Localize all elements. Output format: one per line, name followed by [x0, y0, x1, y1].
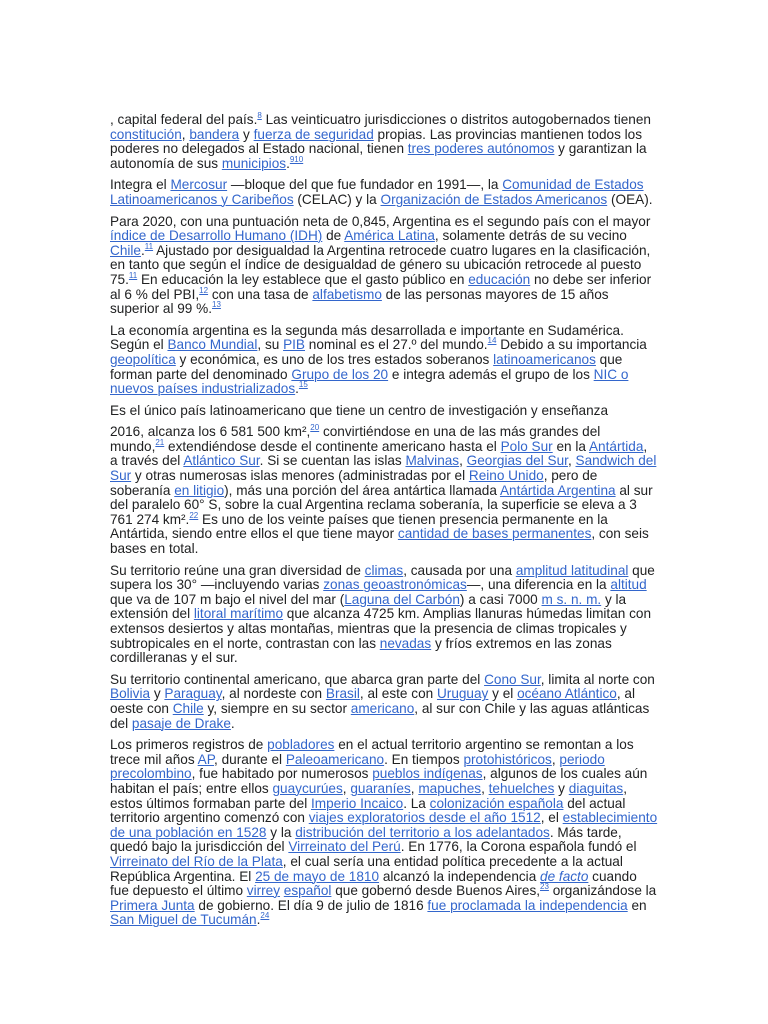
wiki-link[interactable]: zonas geoastronómicas	[323, 577, 467, 593]
wiki-link[interactable]: Comunidad de Estados Latinoamericanos y Caribeños	[110, 177, 644, 207]
citation-link[interactable]: 910	[289, 154, 304, 164]
citation-link[interactable]: 13	[212, 300, 221, 310]
paragraph-text: . En 1776, la Corona española fundó el	[400, 839, 637, 855]
wiki-link[interactable]: Antártida	[588, 438, 644, 454]
paragraph-text: Su territorio continental americano, que abarca gran parte del	[110, 671, 485, 687]
paragraph-text: ) a casi 7000	[459, 591, 542, 607]
wiki-link[interactable]: colonización española	[429, 795, 564, 811]
wiki-link[interactable]: pasaje de Drake	[131, 715, 231, 731]
wiki-link[interactable]: Sandwich del Sur	[110, 453, 657, 484]
wiki-link[interactable]: Cono Sur	[484, 671, 541, 687]
paragraph-text: que gobernó desde Buenos Aires,	[331, 883, 541, 899]
wiki-link[interactable]: Imperio Incaico	[311, 795, 404, 811]
paragraph-text: y la	[266, 824, 296, 840]
paragraph-text: y, siempre en su sector	[203, 700, 351, 716]
paragraph-text: , durante el	[214, 751, 286, 767]
paragraph-text: de	[322, 228, 345, 244]
citation-link[interactable]: 11	[144, 241, 154, 251]
paragraph-text: Debido a su importancia	[496, 337, 647, 353]
wiki-link[interactable]: altitud	[610, 577, 647, 593]
citation-link[interactable]: 15	[298, 380, 308, 390]
paragraph	[110, 425, 658, 556]
paragraph-text: ,	[410, 780, 419, 796]
reference-marker	[212, 300, 221, 309]
wiki-link[interactable]: virrey	[246, 883, 281, 899]
wiki-link[interactable]: geopolítica	[110, 351, 176, 367]
wiki-link[interactable]: fuerza de seguridad	[253, 126, 374, 142]
paragraph-text: , al nordeste con	[221, 686, 326, 702]
paragraph-text: y	[239, 126, 254, 142]
paragraph-text: Su territorio reúne una gran diversidad de	[110, 562, 365, 578]
wiki-link[interactable]: Chile	[172, 700, 204, 716]
paragraph-text: y otras numerosas islas menores (administradas por el	[131, 468, 469, 484]
citation-link[interactable]: 24	[260, 911, 270, 921]
wiki-link[interactable]: tehuelches	[488, 780, 555, 796]
wiki-link[interactable]: Chile	[110, 242, 141, 258]
paragraph-text: en	[627, 897, 647, 913]
paragraph	[110, 673, 658, 731]
paragraph-text: —bloque del que fue fundador en 1991—, la	[227, 177, 503, 193]
paragraph	[110, 324, 658, 397]
paragraph-text: ,	[567, 453, 576, 469]
wiki-link[interactable]: PIB	[283, 337, 305, 353]
paragraph-text: ,	[551, 751, 560, 767]
wiki-link[interactable]: establecimiento de una población en 1528	[110, 810, 658, 840]
wiki-link[interactable]: español	[283, 883, 332, 899]
paragraph-text: , pero de soberanía	[110, 468, 598, 498]
citation-link[interactable]: 14	[487, 336, 497, 346]
paragraph-text: (OEA).	[607, 191, 653, 207]
citation-link[interactable]: 23	[540, 882, 549, 892]
wiki-link[interactable]: Uruguay	[436, 686, 489, 702]
paragraph-text: , estos últimos formaban parte del	[110, 780, 627, 811]
wiki-link[interactable]: San Miguel de Tucumán	[110, 912, 257, 928]
wiki-link[interactable]: Malvinas	[405, 453, 460, 469]
paragraph-text: al sur del paralelo 60° S, sobre la cual Argentina reclama soberanía, la superficie se eleva a 3 761 274 km².	[110, 482, 653, 527]
paragraph-text: , limita al norte con	[540, 671, 655, 687]
wiki-link[interactable]: latinoamericanos	[493, 351, 596, 367]
paragraph	[110, 113, 658, 171]
reference-marker	[189, 511, 198, 520]
paragraph-text: , al oeste con	[110, 686, 635, 716]
paragraph	[110, 564, 658, 666]
wiki-link[interactable]: guaraníes	[350, 780, 411, 796]
paragraph-text: . Más tarde, quedó bajo la jurisdicción del	[110, 824, 622, 855]
wiki-link[interactable]: tres poderes autónomos	[407, 141, 555, 157]
paragraph-text: ,	[342, 780, 351, 796]
paragraph-text: , con seis bases en total.	[110, 526, 649, 557]
wiki-link[interactable]: fue proclamada la independencia	[427, 897, 628, 913]
citation-link[interactable]: 22	[189, 510, 199, 520]
reference-marker	[290, 155, 303, 164]
paragraph-text: alcanzó la independencia	[379, 868, 541, 884]
wiki-link[interactable]: distribución del territorio a los adelantados	[295, 824, 550, 840]
paragraph-text: y fríos extremos en las zonas cordilleranas y el sur.	[110, 635, 612, 666]
paragraph-text: ,	[459, 453, 467, 469]
wiki-link[interactable]: constitución	[110, 126, 182, 142]
paragraph-text: extendiéndose desde el continente americano hasta el	[164, 438, 501, 454]
paragraph-text: .	[140, 242, 145, 258]
wiki-link[interactable]: mapuches	[418, 780, 482, 796]
paragraph-text: .	[256, 912, 261, 928]
paragraph-text: —, una diferencia en la	[466, 577, 611, 593]
wiki-link[interactable]: Grupo de los 20	[291, 366, 389, 382]
paragraph	[110, 178, 658, 207]
wiki-link[interactable]: alfabetismo	[312, 286, 382, 302]
paragraph-text: .	[295, 381, 299, 397]
wiki-link[interactable]: litoral marítimo	[193, 606, 284, 622]
reference-marker	[155, 438, 164, 447]
paragraph-text: , el	[540, 810, 563, 826]
citation-link[interactable]: 20	[310, 423, 320, 433]
paragraph-text: de gobierno. El día 9 de julio de 1816	[194, 897, 428, 913]
paragraph-text: convirtiéndose en una de las más grandes del mundo,	[110, 424, 601, 454]
wiki-link[interactable]: Virreinato del Río de la Plata	[110, 853, 283, 869]
paragraph-text: En educación la ley establece que el gasto público en	[137, 271, 469, 287]
paragraph-text: y	[554, 780, 569, 796]
wiki-link[interactable]: periodo precolombino	[110, 751, 605, 782]
wiki-link[interactable]: Laguna del Carbón	[344, 591, 460, 607]
paragraph-text: cuando fue depuesto el último	[110, 868, 637, 899]
wiki-link[interactable]: pueblos indígenas	[372, 766, 483, 782]
wiki-link[interactable]: AP	[197, 751, 215, 767]
paragraph-text: con una tasa de	[208, 286, 313, 302]
paragraph-text: , solamente detrás de su vecino	[434, 228, 627, 244]
paragraph-text: . En tiempos	[384, 751, 464, 767]
wiki-link[interactable]: Mercosur	[170, 177, 228, 193]
paragraph-text: organizándose la	[548, 883, 657, 899]
wiki-link[interactable]: diaguitas	[568, 780, 624, 796]
paragraph-text: propias. Las provincias mantienen todos los poderes no delegados al Estado nacional, tienen	[110, 126, 643, 157]
paragraph-text: nominal es el 27.º del mundo.	[305, 337, 488, 353]
wiki-link[interactable]: americano	[350, 700, 415, 716]
paragraph	[110, 738, 658, 928]
wiki-link[interactable]: 25 de mayo de 1810	[255, 868, 380, 884]
paragraph	[110, 404, 658, 419]
article-body	[110, 113, 658, 935]
paragraph-text: , capital federal del país.	[110, 112, 258, 127]
citation-link[interactable]: 21	[155, 437, 165, 447]
paragraph-text: y la extensión del	[110, 591, 627, 622]
wiki-link[interactable]: América Latina	[344, 228, 435, 244]
paragraph-text: Para 2020, con una puntuación neta de 0,845, Argentina es el segundo país con el mayor	[110, 213, 651, 229]
paragraph	[110, 215, 658, 317]
paragraph-text: . La	[403, 795, 430, 811]
paragraph-text: (CELAC) y la	[293, 191, 381, 207]
wiki-link[interactable]: bandera	[189, 126, 240, 142]
citation-link[interactable]: 8	[257, 111, 262, 120]
wiki-link[interactable]: m s. n. m.	[541, 591, 602, 607]
wiki-link[interactable]: Virreinato del Perú	[288, 839, 401, 855]
paragraph-text: y garantizan la autonomía de sus	[110, 141, 647, 171]
paragraph-text: , causada por una	[403, 562, 516, 578]
wiki-link[interactable]: guaycurúes	[272, 780, 343, 796]
wiki-link[interactable]: Bolivia	[110, 686, 151, 702]
citation-link[interactable]: 11	[128, 270, 138, 280]
paragraph-text: La economía argentina es la segunda más desarrollada e importante en Sudamérica. Según el	[110, 322, 624, 353]
reference-marker	[145, 242, 153, 251]
wiki-link[interactable]: viajes exploratorios desde el año 1512	[308, 810, 541, 826]
wiki-link[interactable]: Polo Sur	[500, 438, 553, 454]
paragraph-text: y el	[488, 686, 518, 702]
paragraph-text: , su	[257, 337, 284, 353]
wiki-link[interactable]: Atlántico Sur	[183, 453, 260, 469]
wiki-link[interactable]: Organización de Estados Americanos	[380, 191, 608, 207]
paragraph-text: ,	[181, 126, 190, 142]
reference-marker	[310, 423, 319, 432]
wiki-link[interactable]: climas	[364, 562, 404, 578]
paragraph-text: .	[286, 155, 290, 171]
reference-marker	[540, 882, 549, 891]
paragraph-text: Integra el	[110, 177, 171, 193]
paragraph-text: ), más una porción del área antártica llamada	[224, 482, 500, 498]
paragraph-text: , fue habitado por numerosos	[191, 766, 373, 782]
paragraph-text: en el actual territorio argentino se remontan a los trece mil años	[110, 737, 634, 767]
paragraph-text: e integra además el grupo de los	[388, 366, 594, 382]
paragraph-text: Ajustado por desigualdad la Argentina retrocede cuatro lugares en la clasificación, en tanto que según el índice de desigualdad de género su ubicación retrocede al puesto 75.	[110, 242, 651, 287]
reference-marker	[129, 271, 137, 280]
paragraph-text: Es el único país latinoamericano que tiene un centro de investigación y enseñanza	[110, 402, 609, 418]
wiki-link[interactable]: Reino Unido	[468, 468, 544, 484]
paragraph-text: Los primeros registros de	[110, 737, 268, 753]
wiki-link[interactable]: protohistóricos	[463, 751, 552, 767]
wiki-link[interactable]: índice de Desarrollo Humano (IDH)	[110, 228, 323, 244]
paragraph-text: , al sur con Chile y las aguas atlánticas del	[110, 700, 650, 731]
wiki-link[interactable]: Paraguay	[164, 686, 222, 702]
wiki-link[interactable]: Antártida Argentina	[499, 482, 616, 498]
wiki-link[interactable]: cantidad de bases permanentes	[397, 526, 592, 542]
paragraph-text: del actual territorio argentino comenzó con	[110, 795, 626, 826]
paragraph-text: que va de 107 m bajo el nivel del mar (	[110, 591, 345, 607]
reference-marker	[299, 380, 308, 389]
paragraph-text: , el cual sería una entidad política precedente a la actual República Argentina. El	[110, 853, 623, 884]
paragraph-text: que alcanza 4725 km. Amplias llanuras húmedas limitan con extensos desiertos y altas montañas, mientras que la presencia de climas tropicales y subtropicales en el norte, contrastan con las	[110, 606, 652, 651]
paragraph-text: y	[150, 686, 165, 702]
paragraph-text: , a través del	[110, 438, 648, 469]
wiki-link[interactable]: nevadas	[379, 635, 432, 651]
paragraph-text: , algunos de los cuales aún habitan el país; entre ellos	[110, 766, 648, 796]
wiki-link[interactable]: Brasil	[325, 686, 360, 702]
paragraph-text: . Si se cuentan las islas	[259, 453, 406, 469]
wiki-link[interactable]: Banco Mundial	[167, 337, 258, 353]
paragraph-text: Las veinticuatro jurisdicciones o distritos autogobernados tienen	[261, 112, 651, 127]
paragraph-text: ,	[481, 780, 489, 796]
wiki-link[interactable]: Primera Junta	[110, 897, 195, 913]
citation-link[interactable]: 12	[199, 285, 209, 295]
paragraph-text: 2016, alcanza los 6 581 500 km²,	[110, 424, 311, 440]
paragraph-text: no debe ser inferior al 6 % del PBI,	[110, 271, 652, 302]
wiki-link[interactable]: pobladores	[267, 737, 335, 753]
reference-marker	[260, 911, 269, 920]
wiki-link[interactable]: de facto	[540, 868, 589, 884]
wiki-link[interactable]: Paleoamericano	[285, 751, 385, 767]
wiki-link[interactable]: NIC o nuevos países industrializados	[110, 366, 629, 397]
wiki-link[interactable]: amplitud latitudinal	[515, 562, 629, 578]
paragraph-text: Es uno de los veinte países que tienen presencia permanente en la Antártida, siendo entre ellos el que tiene mayor	[110, 511, 608, 542]
reference-marker	[199, 286, 208, 295]
paragraph-text: de las personas mayores de 15 años superior al 99 %.	[110, 286, 609, 317]
wiki-link[interactable]: en litigio	[174, 482, 225, 498]
paragraph-text: y económica, es uno de los tres estados soberanos	[175, 351, 494, 367]
wiki-link[interactable]: municipios	[221, 155, 287, 171]
paragraph-text: , al este con	[359, 686, 437, 702]
wiki-link[interactable]: Georgias del Sur	[466, 453, 568, 469]
paragraph-text: .	[230, 715, 235, 731]
paragraph-text: que forman parte del denominado	[110, 351, 623, 382]
wiki-link[interactable]: educación	[468, 271, 531, 287]
wiki-link[interactable]: océano Atlántico	[517, 686, 617, 702]
paragraph-text: en la	[552, 438, 589, 454]
paragraph-text: que supera los 30° —incluyendo varias	[110, 562, 655, 593]
